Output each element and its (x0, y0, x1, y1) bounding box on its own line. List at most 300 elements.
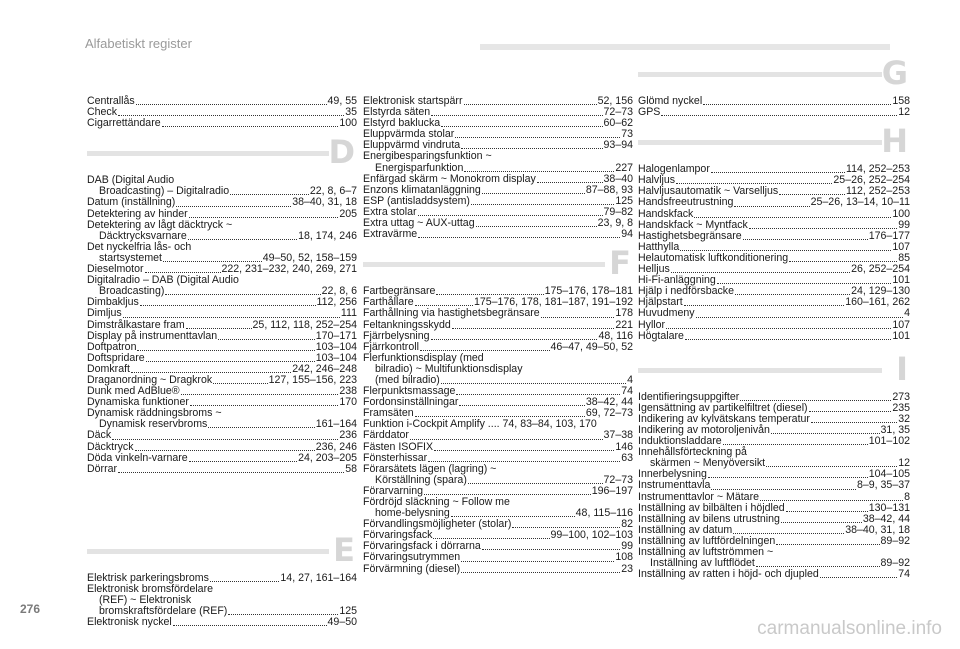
entry-term: startsystemet (99, 251, 162, 264)
watermark: carmanualsonline.info (757, 618, 942, 639)
dot-leader (464, 171, 614, 172)
page-number: 276 (20, 602, 41, 616)
index-entry: Detektering av lågt däcktryck ~ (87, 218, 233, 231)
entry-term: Handskfack ~ Myntfack (638, 218, 748, 231)
dot-leader (188, 239, 297, 240)
entry-term: Dörrar (87, 462, 118, 475)
index-entry (638, 331, 910, 342)
dot-leader (766, 466, 897, 467)
dot-leader (451, 516, 575, 517)
index-entry (87, 453, 357, 464)
entry-pages: 100 (892, 207, 910, 220)
entry-term: Hatthylla (638, 240, 680, 253)
entry-pages: 24, 203–205 (298, 451, 357, 464)
entry-term: Förvaringsfack i dörrarna (363, 540, 481, 553)
dot-leader (218, 339, 315, 340)
entry-pages: 221 (615, 318, 633, 331)
dot-leader (230, 194, 309, 195)
dot-leader (189, 217, 339, 218)
dot-leader (820, 577, 897, 578)
index-entry (638, 569, 910, 580)
entry-term: Glömd nyckel (638, 95, 703, 107)
entry-term: Handskfack (638, 207, 694, 220)
entry-pages: 23, 9, 8 (597, 217, 633, 230)
entry-term: Elstyrd baklucka (363, 117, 441, 130)
entry-pages: 58 (345, 462, 357, 475)
dot-leader (468, 483, 603, 484)
entry-term: Inställning av luftflödet (650, 557, 755, 570)
index-column-2 (363, 96, 633, 575)
dot-leader (809, 411, 892, 412)
section-e (87, 530, 357, 569)
entry-term: Förvaringsfack (363, 529, 433, 542)
dot-leader (118, 472, 344, 473)
entry-term: Elektrisk parkeringsbroms (87, 571, 209, 584)
entry-term: Eluppvärmda stolar (363, 128, 455, 141)
dot-leader (186, 328, 252, 329)
index-entry (638, 480, 910, 491)
section-h (638, 122, 910, 161)
entry-term: Körställning (spara) (375, 473, 467, 486)
index-entry: (REF) ~ Elektronisk (99, 594, 192, 606)
dot-leader (541, 317, 615, 318)
dot-leader (756, 566, 880, 567)
entry-term: Elektronisk nyckel (87, 616, 172, 629)
entry-term: Förvärmning (diesel) (363, 562, 461, 575)
entry-pages: 111 (340, 307, 357, 320)
dot-leader (779, 194, 845, 195)
section-g (638, 54, 910, 92)
index-entry: Det nyckelfria lås- och (87, 240, 192, 253)
entry-term: Extra uttag ~ AUX-uttag (363, 217, 475, 230)
entry-pages: 175–176, 178, 181–187, 191–192 (473, 296, 633, 309)
entry-term: Döda vinkeln-varnare (87, 451, 188, 464)
index-entry (87, 320, 357, 331)
entry-pages: 238 (339, 385, 357, 398)
entry-term: Inställning av bilens utrustning (638, 512, 780, 525)
dot-leader (181, 394, 339, 395)
dot-leader (717, 283, 892, 284)
dot-leader (136, 104, 327, 105)
dot-leader (743, 239, 868, 240)
dot-leader (140, 305, 316, 306)
entry-pages: 103–104 (315, 340, 357, 353)
entry-term: Elektronisk startspärr (363, 95, 463, 107)
dot-leader (210, 581, 280, 582)
entry-term: Fjärrkontroll (363, 340, 419, 353)
entry-pages: 4 (627, 373, 633, 386)
index-entry (87, 430, 357, 441)
dot-leader (749, 228, 897, 229)
index-entry (638, 107, 910, 118)
index-entry (363, 229, 633, 240)
entry-term: Fordonsinställningar (363, 396, 459, 409)
entry-pages: 49, 55 (327, 95, 357, 107)
dot-leader (441, 126, 602, 127)
dot-leader (112, 439, 338, 440)
dot-leader (676, 183, 832, 184)
entry-pages: 85 (898, 251, 910, 264)
dot-leader (696, 317, 904, 318)
dot-leader (208, 427, 314, 428)
entry-term: Innerbelysning (638, 468, 707, 481)
header-divider (480, 44, 890, 50)
entry-pages: 236, 246 (315, 440, 357, 453)
entry-pages: 52, 156 (597, 95, 633, 107)
dot-leader (420, 350, 550, 351)
dot-leader (135, 450, 315, 451)
entry-term: Igensättning av partikelfiltret (diesel) (638, 401, 808, 414)
entry-pages: 108 (615, 551, 633, 564)
dot-leader (476, 226, 597, 227)
entry-term: Dieselmotor (87, 263, 144, 276)
entry-term: Broadcasting) – Digitalradio (99, 185, 230, 198)
entry-term: Hjälpstart (638, 296, 683, 309)
entry-pages: 93–94 (603, 139, 633, 152)
entry-pages: 32 (898, 412, 910, 425)
index-entry (638, 308, 910, 319)
entry-pages: 24, 129–130 (851, 285, 910, 298)
index-entry (87, 464, 357, 475)
entry-pages: 8 (904, 490, 910, 503)
dot-leader (428, 461, 620, 462)
dot-leader (464, 104, 597, 105)
entry-term: Halvljus (638, 174, 676, 187)
entry-pages: 79–82 (603, 205, 633, 218)
entry-term: Halvljusautomatik ~ Varselljus (638, 185, 779, 198)
entry-term: Check (87, 106, 118, 119)
dot-leader (537, 182, 603, 183)
index-entry: Flerfunktionsdisplay (med (363, 351, 484, 364)
index-entry: Digitalradio – DAB (Digital Audio (87, 274, 239, 287)
entry-term: Förvaringsutrymmen (363, 551, 461, 564)
entry-pages: 22, 8, 6–7 (309, 185, 357, 198)
entry-pages: 101 (892, 329, 910, 342)
dot-leader (431, 115, 602, 116)
entry-term: bromskraftsfördelare (REF) (99, 605, 228, 618)
entry-term: Enzons klimatanläggning (363, 183, 481, 196)
dot-leader (459, 405, 584, 406)
index-entry: Innehållsförteckning på (638, 446, 747, 459)
dot-leader (776, 544, 879, 545)
dot-leader (145, 272, 221, 273)
index-entry (638, 320, 910, 331)
dot-leader (482, 193, 585, 194)
dot-leader (415, 416, 585, 417)
dot-leader (189, 461, 297, 462)
entry-pages: 72–73 (603, 473, 633, 486)
dot-leader (740, 400, 891, 401)
entry-pages: 60–62 (603, 117, 633, 130)
dot-leader (418, 237, 620, 238)
entry-pages: 38–40, 31, 18 (292, 196, 357, 209)
index-entry (363, 308, 633, 319)
dot-leader (734, 206, 809, 207)
dot-leader (163, 261, 262, 262)
entry-pages: 25, 112, 118, 252–254 (252, 318, 357, 331)
entry-pages: 104–105 (868, 468, 910, 481)
entry-term: Datum (inställning) (87, 196, 176, 209)
entry-pages: 38–42, 44 (862, 512, 910, 525)
index-entry (638, 492, 910, 503)
entry-term: Fjärrbelysning (363, 329, 430, 342)
dot-leader (213, 383, 267, 384)
entry-term: Fästen ISOFIX (363, 440, 434, 453)
dot-leader (512, 527, 620, 528)
dot-leader (461, 148, 602, 149)
entry-pages: 107 (892, 240, 910, 253)
dot-leader (176, 206, 291, 207)
index-entry (363, 320, 633, 331)
dot-leader (708, 477, 868, 478)
entry-pages: 12 (898, 457, 910, 470)
dot-leader (436, 294, 543, 295)
entry-term: Eluppvärmd vindruta (363, 139, 461, 152)
entry-term: Färddator (363, 429, 409, 442)
index-entry (87, 96, 357, 107)
entry-pages: 178 (615, 307, 633, 320)
index-entry: bilradio) ~ Multifunktionsdisplay (375, 362, 523, 375)
entry-term: Helautomatisk luftkonditionering (638, 251, 789, 264)
entry-pages: 69, 72–73 (585, 407, 633, 420)
entry-pages: 127, 155–156, 223 (268, 373, 357, 386)
dot-leader (482, 549, 620, 550)
entry-term: Hjälp i nedförsbacke (638, 285, 734, 298)
entry-pages: 125 (339, 605, 357, 618)
entry-pages: 82 (621, 518, 633, 531)
dot-leader (415, 305, 473, 306)
entry-term: Induktionsladdare (638, 435, 722, 448)
entry-term: Dimbakljus (87, 296, 139, 309)
entry-pages: 38–40, 31, 18 (845, 523, 910, 536)
index-entry (87, 308, 357, 319)
dot-leader (684, 305, 844, 306)
entry-pages: 99–100, 102–103 (550, 529, 633, 542)
entry-pages: 176–177 (868, 229, 910, 242)
entry-term: Doftpatron (87, 340, 137, 353)
index-entry (638, 96, 910, 107)
entry-term: Hi-Fi-anläggning (638, 274, 716, 287)
entry-pages: 38–42, 44 (585, 396, 633, 409)
index-entry: Förarsätets lägen (lagring) ~ (363, 462, 497, 475)
dot-leader (760, 500, 903, 501)
entry-pages: 175–176, 178–181 (544, 285, 633, 298)
entry-term: Förvandlingsmöjligheter (stolar) (363, 518, 512, 531)
entry-term: GPS (638, 106, 661, 119)
dot-leader (410, 439, 603, 440)
entry-pages: 101 (892, 274, 910, 287)
page-header-title: Alfabetiskt register (85, 36, 192, 51)
entry-pages: 73 (621, 128, 633, 141)
dot-leader (455, 137, 620, 138)
entry-term: ESP (antisladdsystem) (363, 194, 470, 207)
section-letter: G (881, 54, 908, 92)
entry-pages: 38–40 (603, 172, 633, 185)
entry-term: Feltankningsskydd (363, 318, 451, 331)
entry-term: Förarvarning (363, 484, 424, 497)
index-entry (87, 197, 357, 208)
dot-leader (666, 328, 891, 329)
entry-term: Framsäten (363, 407, 414, 420)
entry-pages: 112, 252–253 (845, 185, 910, 198)
entry-pages: 158 (892, 95, 910, 107)
dot-leader (733, 533, 844, 534)
index-entry (638, 197, 910, 208)
dot-leader (811, 422, 897, 423)
entry-pages: 196–197 (591, 484, 633, 497)
entry-term: home-belysning (375, 507, 450, 520)
index-entry (363, 564, 633, 575)
entry-pages: 26, 252–254 (851, 263, 910, 276)
entry-term: Däcktrycksvarnare (99, 229, 187, 242)
entry-pages: 49–50, 52, 158–159 (262, 251, 357, 264)
entry-term: Fartbegränsare (363, 285, 436, 298)
entry-term: Extra stolar (363, 205, 417, 218)
entry-pages: 112, 256 (316, 296, 357, 309)
dot-leader (735, 294, 850, 295)
section-letter: F (609, 244, 631, 283)
dot-leader (431, 339, 598, 340)
entry-term: Broadcasting) (99, 285, 165, 298)
entry-term: Hastighetsbegränsare (638, 229, 742, 242)
section-letter: H (881, 122, 908, 161)
index-column-1 (87, 96, 357, 628)
entry-pages: 12 (898, 106, 910, 119)
entry-pages: 46–47, 49–50, 52 (550, 340, 633, 353)
dot-leader (680, 250, 891, 251)
dot-leader (123, 317, 340, 318)
dot-leader (723, 444, 868, 445)
dot-leader (190, 405, 338, 406)
index-entry (87, 617, 357, 628)
entry-pages: 18, 174, 246 (298, 229, 357, 242)
dot-leader (781, 522, 862, 523)
entry-term: Indikering av motoroljenivån (638, 423, 770, 436)
entry-pages: 107 (892, 318, 910, 331)
entry-pages: 48, 116 (598, 329, 633, 342)
entry-term: Dunk med AdBlue® (87, 385, 180, 398)
entry-pages: 87–88, 93 (585, 183, 633, 196)
index-entry: DAB (Digital Audio (87, 174, 175, 187)
entry-pages: 100 (339, 117, 357, 130)
dot-leader (786, 511, 868, 512)
index-column-3 (638, 54, 910, 581)
dot-leader (452, 328, 615, 329)
entry-term: Helljus (638, 263, 670, 276)
entry-term: Farthållning via hastighetsbegränsare (363, 307, 540, 320)
entry-pages: 205 (339, 207, 357, 220)
entry-pages: 236 (339, 429, 357, 442)
entry-pages: 101–102 (868, 435, 910, 448)
index-entry (363, 442, 633, 453)
dot-leader (131, 372, 291, 373)
entry-pages: 273 (892, 390, 910, 403)
entry-pages: 114, 252–253 (845, 163, 910, 176)
entry-term: Indikering av kylvätskans temperatur (638, 412, 810, 425)
dot-leader (173, 625, 327, 626)
entry-term: Identifieringsuppgifter (638, 390, 740, 403)
entry-term: Extravärme (363, 228, 418, 241)
entry-pages: 170–171 (315, 329, 357, 342)
dot-leader (228, 614, 338, 615)
entry-pages: 89–92 (880, 557, 910, 570)
entry-term: Funktion i-Cockpit Amplify .... 74, 83–84, 103, 170 (363, 418, 597, 431)
dot-leader (434, 450, 614, 451)
entry-pages: 14, 27, 161–164 (280, 571, 357, 584)
dot-leader (146, 361, 315, 362)
dot-leader (118, 115, 344, 116)
entry-pages: 89–92 (880, 534, 910, 547)
entry-pages: 8–9, 35–37 (856, 479, 910, 492)
index-entry: Fördröjd släckning ~ Follow me (363, 496, 510, 508)
dot-leader (165, 294, 320, 295)
entry-term: Doftspridare (87, 351, 145, 364)
index-entry (87, 209, 357, 220)
dot-leader (433, 538, 549, 539)
entry-pages: 49–50 (327, 616, 357, 629)
dot-leader (703, 104, 891, 105)
entry-term: Högtalare (638, 329, 684, 342)
entry-term: (med bilradio) (375, 373, 440, 386)
dot-leader (711, 172, 845, 173)
dot-leader (162, 126, 339, 127)
entry-term: Däcktryck (87, 440, 134, 453)
dot-leader (771, 433, 880, 434)
index-entry: Elektronisk bromsfördelare (87, 582, 213, 595)
entry-term: Inställning av datum (638, 523, 733, 536)
entry-term: Cigarrettändare (87, 117, 161, 130)
entry-pages: 25–26, 252–254 (833, 174, 910, 187)
index-entry: Inställning av luftströmmen ~ (638, 546, 774, 558)
entry-term: Huvudmeny (638, 307, 695, 320)
dot-leader (471, 204, 614, 205)
entry-pages: 227 (615, 161, 633, 174)
entry-pages: 35 (345, 106, 357, 119)
dot-leader (441, 383, 626, 384)
section-letter: E (333, 530, 355, 569)
entry-term: Flerpunktsmassage (363, 385, 456, 398)
entry-term: Inställning av ratten i höjd- och djupled (638, 568, 819, 581)
dot-leader (137, 350, 314, 351)
index-entry: Dynamisk räddningsbroms ~ (87, 407, 222, 420)
entry-pages: 25–26, 13–14, 10–11 (810, 196, 910, 209)
entry-pages: 94 (621, 228, 633, 241)
dot-leader (418, 215, 603, 216)
index-entry (87, 442, 357, 453)
dot-leader (711, 489, 856, 490)
entry-term: Dynamisk reservbroms (99, 418, 208, 431)
entry-pages: 130–131 (868, 501, 910, 514)
entry-term: Inställning av bilbälten i höjdled (638, 501, 785, 514)
entry-term: Enfärgad skärm ~ Monokrom display (363, 172, 536, 185)
entry-pages: 48, 115–116 (575, 507, 633, 520)
entry-pages: 222, 231–232, 240, 269, 271 (221, 263, 357, 276)
entry-pages: 22, 8, 6 (321, 285, 357, 298)
index-entry (87, 297, 357, 308)
entry-term: Dynamiska funktioner (87, 396, 189, 409)
entry-term: Farthållare (363, 296, 414, 309)
entry-pages: 74 (898, 568, 910, 581)
index-entry (87, 118, 357, 129)
dot-leader (671, 272, 850, 273)
entry-term: Detektering av hinder (87, 207, 188, 220)
entry-pages: 23 (621, 562, 633, 575)
dot-leader (461, 561, 614, 562)
entry-pages: 72–73 (603, 106, 633, 119)
index-entry (363, 163, 633, 174)
entry-term: Dimstrålkastare fram (87, 318, 185, 331)
index-entry (638, 209, 910, 220)
